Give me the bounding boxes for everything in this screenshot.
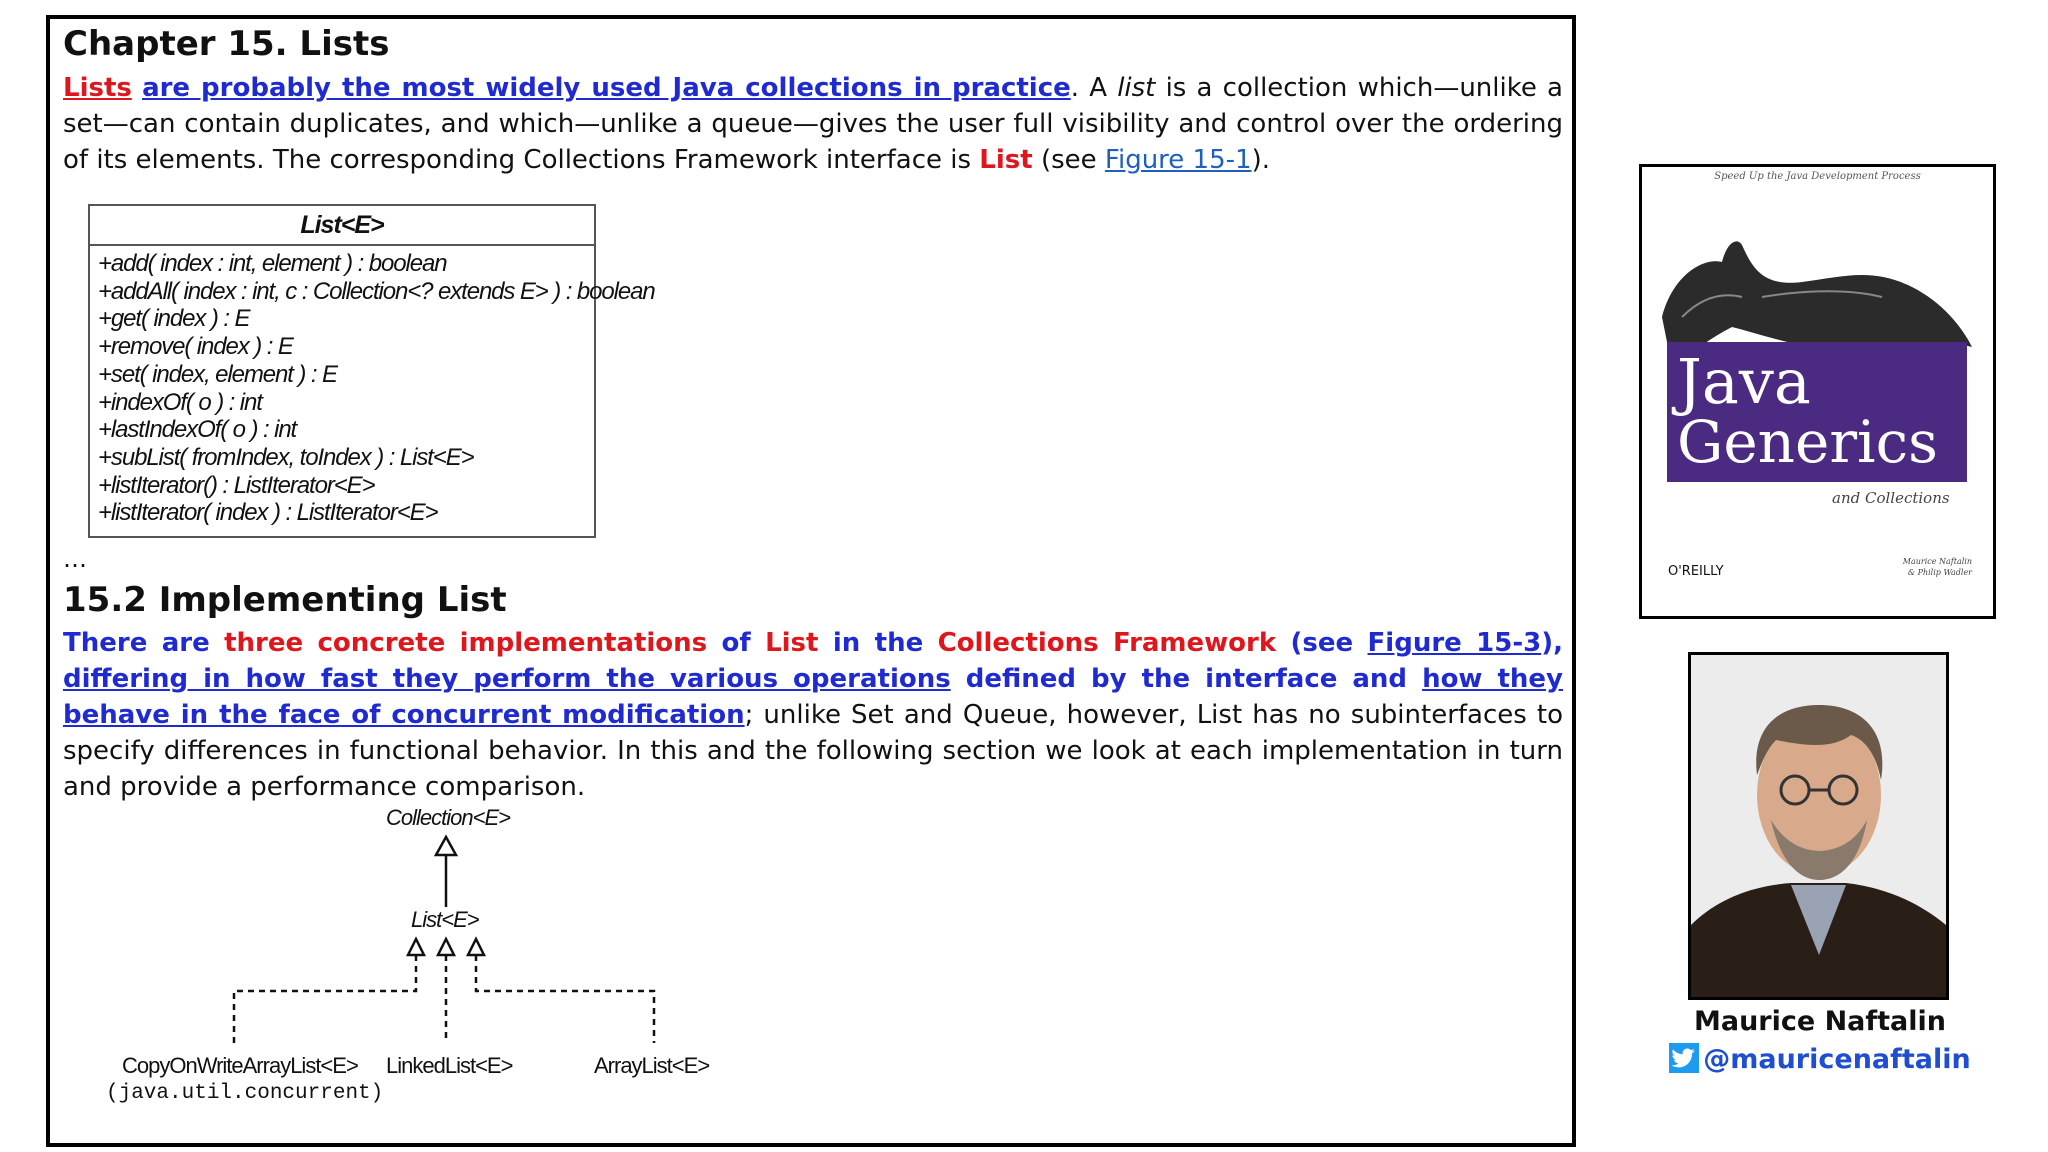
author-photo [1688, 652, 1949, 1000]
list-node: List<E> [411, 907, 479, 932]
book-title-generics: Generics [1677, 408, 1938, 476]
uml-method: +set( index, element ) : E [98, 360, 337, 388]
uml-method: +get( index ) : E [98, 305, 250, 333]
book-title-java: Java [1677, 345, 1811, 418]
uml-class-diagram [88, 204, 655, 538]
uml-method: +lastIndexOf( o ) : int [98, 416, 297, 444]
uml-method: +remove( index ) : E [98, 333, 293, 361]
uml-method: +subList( fromIndex, toIndex ) : List<E> [98, 443, 474, 471]
book-author-2: & Philip Wadler [1907, 568, 1972, 577]
list-interface-name: List [979, 145, 1033, 175]
figure-15-1-link[interactable]: Figure 15-1 [1104, 145, 1252, 175]
list-hierarchy-diagram [100, 795, 740, 1115]
uml-method-list [90, 246, 655, 527]
concurrency-link[interactable]: how they behave in the face of concurrent modification [63, 664, 1563, 730]
uml-class-title: List<E> [90, 206, 594, 246]
figure-15-3-link[interactable]: Figure 15-3 [1367, 628, 1542, 658]
intro-paragraph: Lists are probably the most widely used Java collections in practice. A list is a collection which—unlike a set—can contain duplicates, and which—unlike a queue—gives the user full visibility and control over the ordering of its elements. The corresponding Collections Framework interface is List (see Figure 15-1). [63, 73, 1563, 175]
twitter-handle[interactable] [1640, 1043, 2000, 1075]
section-paragraph: There are three concrete implementations of List in the Collections Framework (see Figure 15-3), differing in how fast they perform the various operations defined by the interface and how they behave in the face of concurrent modification; unlike Set and Queue, however, List has no subinterfaces to specify differences in functional behavior. In this and the following section we look at each implementation in turn and provide a performance comparison. [63, 628, 1563, 802]
book-cover [1639, 164, 1996, 619]
uml-method: +listIterator( index ) : ListIterator<E> [98, 499, 438, 527]
collection-node: Collection<E> [386, 805, 510, 830]
uml-method: +listIterator() : ListIterator<E> [98, 471, 375, 499]
author-portrait [1691, 655, 1946, 997]
chapter-title: Chapter 15. Lists [63, 24, 390, 64]
lists-claim: are probably the most widely used Java collections in practice [142, 73, 1071, 103]
book-tagline: Speed Up the Java Development Process [1714, 171, 1921, 182]
author-name: Maurice Naftalin [1693, 1006, 1947, 1037]
copyonwrite-node: CopyOnWriteArrayList<E> [122, 1053, 358, 1078]
twitter-handle-text[interactable]: @mauricenaftalin [1703, 1044, 1971, 1075]
publisher-logo: O'REILLY [1668, 564, 1724, 579]
uml-method: +addAll( index : int, c : Collection<? extends E> ) : boolean [98, 277, 655, 305]
book-author-1: Maurice Naftalin [1902, 557, 1972, 566]
uml-method: +add( index : int, element ) : boolean [98, 250, 447, 277]
arraylist-node: ArrayList<E> [594, 1053, 710, 1078]
section-title: 15.2 Implementing List [63, 580, 507, 620]
lists-term: Lists [63, 73, 132, 103]
linkedlist-node: LinkedList<E> [386, 1053, 513, 1078]
twitter-bird-icon [1669, 1043, 1699, 1073]
uml-method: +indexOf( o ) : int [98, 388, 262, 416]
ellipsis: … [63, 545, 87, 573]
performance-link[interactable]: differing in how fast they perform the various operations [63, 664, 951, 694]
book-subtitle: and Collections [1832, 489, 1950, 507]
concurrent-package-label: (java.util.concurrent) [106, 1082, 384, 1105]
